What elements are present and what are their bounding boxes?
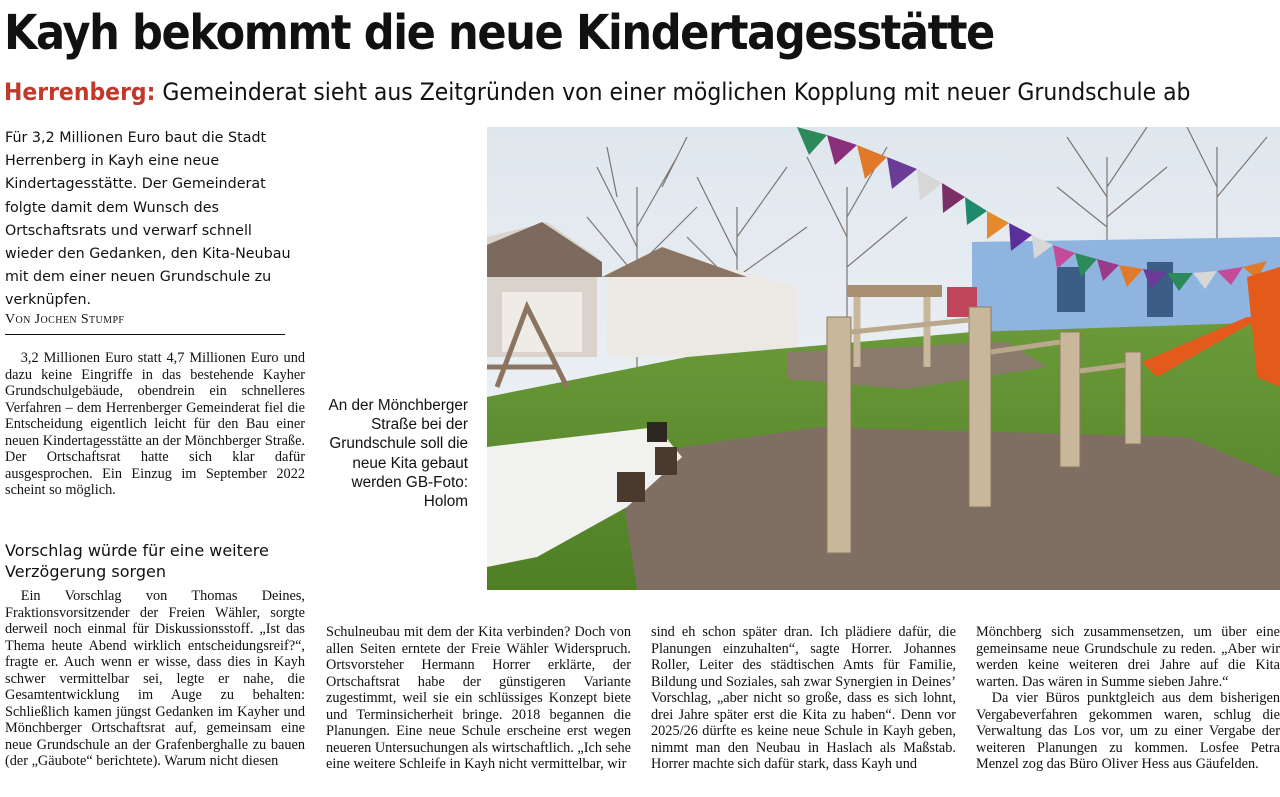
photo-caption: An der Mönchberger Straße bei der Grundschule soll die neue Kita gebaut werden GB-Foto: Holom [328,397,468,511]
article-photo [487,127,1280,590]
body-column-4 [976,624,1280,773]
column-4-text-b: Da vier Büros punktgleich aus dem bisherigen Vergabeverfahren gekommen waren, schlug die Verwaltung das Los vor, um zu einer Vergabe der weiteren Planungen zu kommen. Losfee Petra Menzel zog das Büro Oliver Hess aus Gäufelden. [976,690,1280,772]
teaser [5,127,295,313]
location-label: Herrenberg: [4,78,156,106]
body-column-1 [5,588,305,770]
subheadline-text: Gemeinderat sieht aus Zeitgründen von einer möglichen Kopplung mit neuer Grundschule ab [155,78,1191,106]
body-column-2 [326,624,631,773]
subheadline [4,76,1190,108]
body-intro [5,350,305,499]
column-1-text: Ein Vorschlag von Thomas Deines, Fraktionsvorsitzender der Freien Wähler, sorgte derweil noch einmal für Diskussionsstoff. „Ist das Thema heute Abend wirklich entscheidungsreif?“, fragte er. Auch wenn er wisse, dass dies in Kayh schwer vermittelbar sei, legte er nahe, die Gesamtentwicklung im Auge zu behalten: Schließlich kamen jüngst Gedanken im Kayher und Mönchberger Ortschaftsrat auf, gemeinsam eine neue Grundschule an der Grafenberghalle zu bauen (der „Gäubote“ berichtete). Warum nicht diesen [5,588,305,769]
body-column-3 [651,624,956,773]
column-4-text-a: Mönchberg sich zusammensetzen, um über eine gemeinsame neue Grundschule zu reden. „Aber wir werden keine weiteren drei Jahre auf die Kita warten. Das wären in Summe sieben Jahre.“ [976,624,1280,690]
playground-photo-illustration [487,127,1280,590]
section-subheading: Vorschlag würde für eine weitere Verzögerung sorgen [5,541,269,581]
headline: Kayh bekommt die neue Kindertagesstätte [4,5,994,61]
intro-paragraph: 3,2 Millionen Euro statt 4,7 Millionen Euro und dazu keine Eingriffe in das bestehende Kayher Grundschulgebäude, obendrein ein schnelleres Verfahren – dem Herrenberger Gemeinderat fiel die Entscheidung eigentlich leicht für den Bau einer neuen Kindertagesstätte an der Mönchberger Straße. Der Ortschaftsrat hatte sich klar dafür ausgesprochen. Ein Einzug im September 2022 scheint so möglich. [5,350,305,498]
column-2-text: Schulneubau mit dem der Kita verbinden? Doch von allen Seiten erntete der Freie Wähler Widerspruch. Ortsvorsteher Hermann Horrer erklärte, der Ortschaftsrat habe der günstigeren Variante zugestimmt, weil sie ein schlüssiges Konzept biete und Terminsicherheit bringe. 2018 begannen die Planungen. Eine neue Schule erscheine erst wegen neueren Untersuchungen als wirtschaftlich. „Ich sehe eine weitere Schleife in Kayh nicht vermittelbar, wir [326,624,631,772]
column-3-text: sind eh schon später dran. Ich plädiere dafür, die Planungen einzuhalten“, sagte Horrer. Johannes Roller, Leiter des städtischen Amts für Familie, Bildung und Soziales, sah zwar Synergien in Deines’ Vorschlag, „aber nicht so große, dass es sich lohnt, drei Jahre später erst die Kita zu haben“. Denn vor 2025/26 dürfte es keine neue Schule in Kayh geben, nimmt man den Neubau in Haslach als Maßstab. Horrer machte sich dafür stark, dass Kayh und [651,624,956,772]
byline: Von Jochen Stumpf [5,311,285,335]
teaser-text: Für 3,2 Millionen Euro baut die Stadt Herrenberg in Kayh eine neue Kindertagesstätte. Der Gemeinderat folgte damit dem Wunsch des Ortschaftsrats und verwarf schnell wieder den Gedanken, den Kita-Neubau mit dem einer neuen Grundschule zu verknüpfen. [5,130,291,309]
